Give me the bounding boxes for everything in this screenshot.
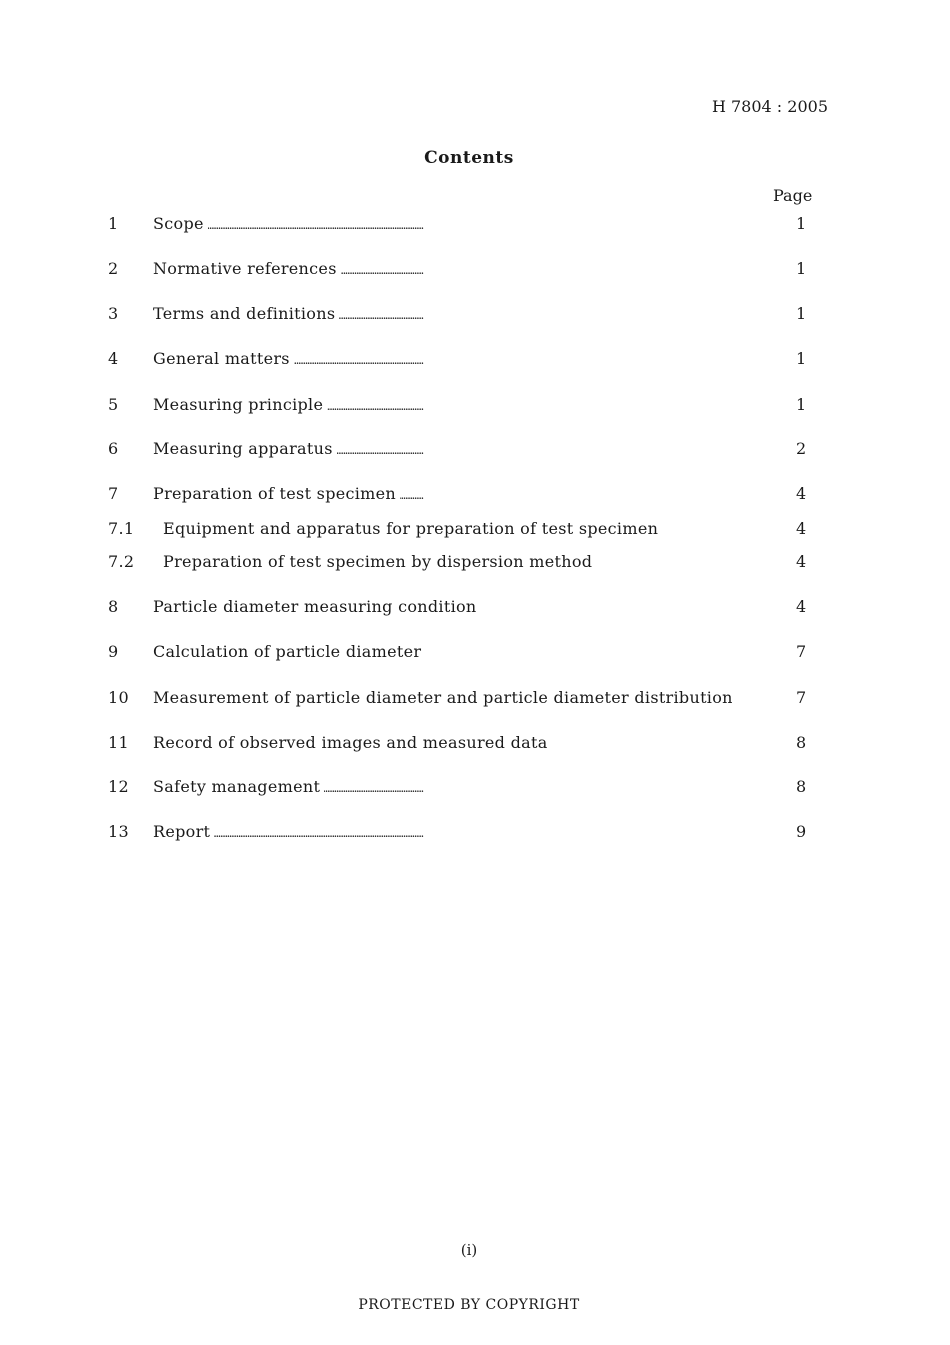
toc-entry-label: Preparation of test specimen by dispersion method . . . bbox=[163, 552, 768, 571]
toc-entry[interactable] bbox=[108, 395, 828, 417]
toc-entry[interactable] bbox=[108, 733, 828, 755]
toc-entry-label: General matters . . . bbox=[153, 349, 768, 368]
toc-entry-page: 7 bbox=[796, 688, 807, 707]
toc-entry-page: 2 bbox=[796, 439, 807, 458]
toc-entry-label: Scope . . . bbox=[153, 214, 768, 233]
toc-entry[interactable] bbox=[108, 349, 828, 371]
toc-entry[interactable] bbox=[108, 597, 828, 619]
toc-entry-number: 10 bbox=[108, 688, 129, 707]
toc-entry-page: 1 bbox=[796, 395, 807, 414]
toc-entry-label: Measurement of particle diameter and particle diameter distribution . . . bbox=[153, 688, 768, 707]
copyright-notice: PROTECTED BY COPYRIGHT bbox=[358, 1297, 580, 1313]
toc-entry[interactable] bbox=[108, 688, 828, 710]
contents-title: Contents bbox=[424, 148, 514, 168]
toc-entry[interactable] bbox=[108, 259, 828, 281]
toc-entry-label: Record of observed images and measured data . . . bbox=[153, 733, 768, 752]
toc-entry-label: Equipment and apparatus for preparation of test specimen . . . bbox=[163, 519, 768, 538]
page-folio: (i) bbox=[460, 1241, 478, 1259]
page-column-label: Page bbox=[773, 186, 813, 205]
toc-entry-label: Measuring apparatus . . . bbox=[153, 439, 768, 458]
toc-entry[interactable] bbox=[108, 777, 828, 799]
toc-entry-number: 2 bbox=[108, 259, 119, 278]
toc-entry-number: 7 bbox=[108, 484, 119, 503]
toc-entry-number: 9 bbox=[108, 642, 119, 661]
toc-entry-label: Calculation of particle diameter . . . bbox=[153, 642, 768, 661]
toc-entry-page: 1 bbox=[796, 214, 807, 233]
toc-entry-number: 8 bbox=[108, 597, 119, 616]
toc-entry-label: Particle diameter measuring condition . . . bbox=[153, 597, 768, 616]
toc-subentry[interactable] bbox=[108, 552, 828, 574]
toc-entry-label: Report . . . bbox=[153, 822, 768, 841]
toc-entry-number: 12 bbox=[108, 777, 129, 796]
toc-entry[interactable] bbox=[108, 484, 828, 506]
toc-entry-page: 1 bbox=[796, 304, 807, 323]
toc-entry-page: 1 bbox=[796, 349, 807, 368]
toc-entry[interactable] bbox=[108, 822, 828, 844]
toc-entry-number: 4 bbox=[108, 349, 119, 368]
toc-entry-label: Preparation of test specimen . . . bbox=[153, 484, 768, 503]
toc-entry-label: Normative references . . . bbox=[153, 259, 768, 278]
toc-subentry[interactable] bbox=[108, 519, 828, 541]
toc-entry-label: Terms and definitions . . . bbox=[153, 304, 768, 323]
document-code: H 7804 : 2005 bbox=[711, 97, 828, 116]
toc-entry-number: 3 bbox=[108, 304, 119, 323]
toc-entry[interactable] bbox=[108, 304, 828, 326]
toc-entry-page: 7 bbox=[796, 642, 807, 661]
toc-entry[interactable] bbox=[108, 439, 828, 461]
toc-entry-number: 7.1 bbox=[108, 519, 135, 538]
toc-entry[interactable] bbox=[108, 642, 828, 664]
toc-entry-page: 4 bbox=[796, 597, 807, 616]
toc-entry-page: 4 bbox=[796, 484, 807, 503]
toc-entry-number: 13 bbox=[108, 822, 129, 841]
toc-entry-label: Measuring principle . . . bbox=[153, 395, 768, 414]
toc-entry-number: 11 bbox=[108, 733, 129, 752]
toc-entry-number: 1 bbox=[108, 214, 119, 233]
toc-entry-page: 9 bbox=[796, 822, 807, 841]
toc-entry-page: 4 bbox=[796, 519, 807, 538]
toc-entry-number: 7.2 bbox=[108, 552, 135, 571]
toc-entry-page: 4 bbox=[796, 552, 807, 571]
toc-entry[interactable] bbox=[108, 214, 828, 236]
toc-entry-page: 8 bbox=[796, 733, 807, 752]
toc-entry-label: Safety management . . . bbox=[153, 777, 768, 796]
toc-entry-page: 1 bbox=[796, 259, 807, 278]
toc-entry-page: 8 bbox=[796, 777, 807, 796]
toc-entry-number: 5 bbox=[108, 395, 119, 414]
toc-entry-number: 6 bbox=[108, 439, 119, 458]
